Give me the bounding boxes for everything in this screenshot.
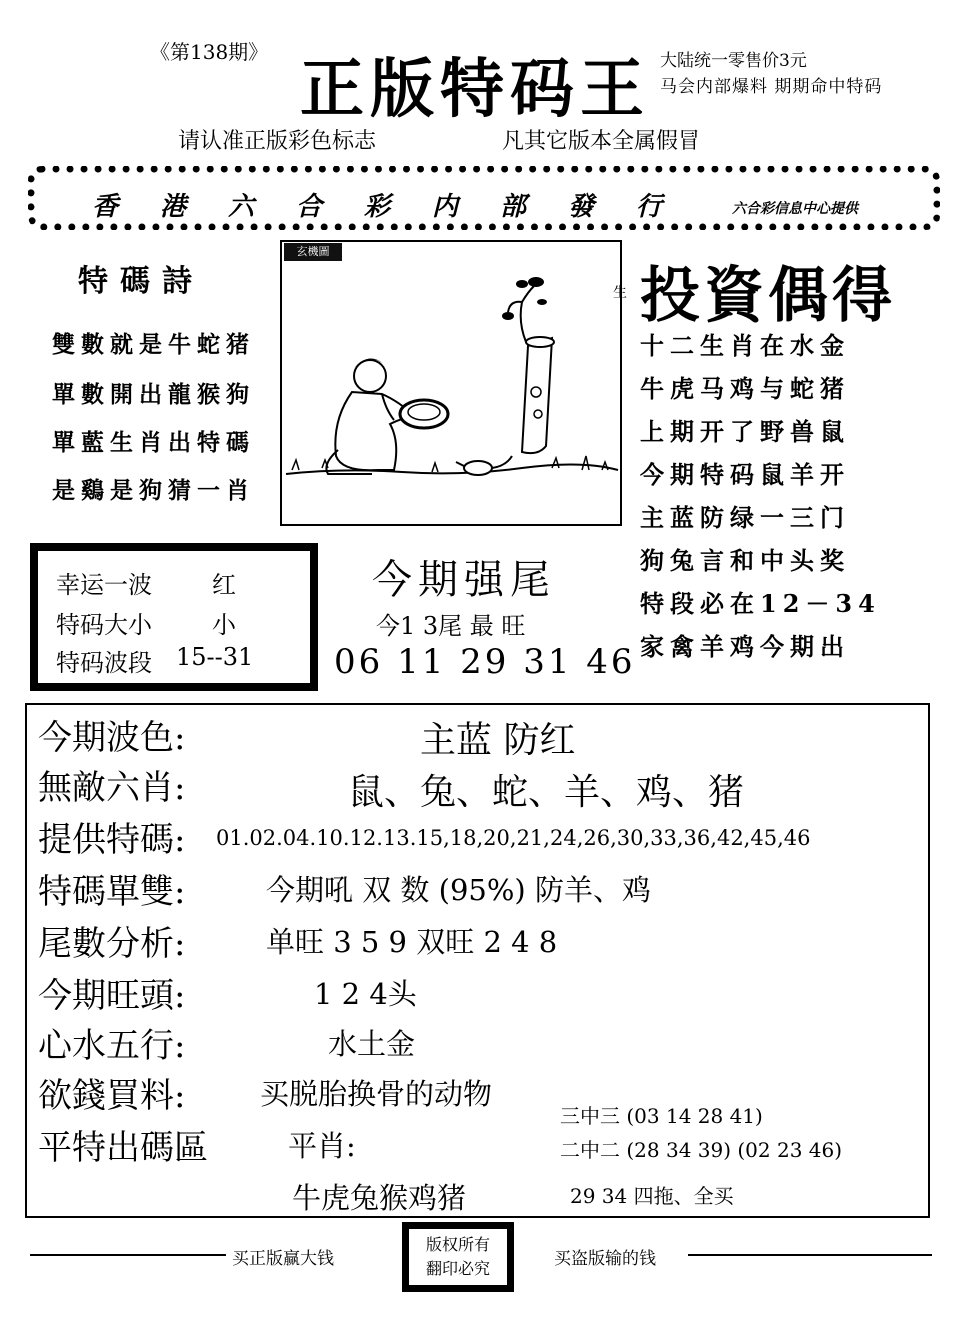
invest-line: 主蓝防绿一三门 (640, 503, 850, 532)
row-label: 心水五行: (38, 1026, 186, 1066)
footer-rule-left (30, 1254, 226, 1256)
row-label: 欲錢買料: (38, 1076, 186, 1116)
combo-pair: 29 34 四拖、全买 (570, 1184, 734, 1208)
publisher-credit: 六合彩信息中心提供 (732, 201, 858, 217)
invest-line: 特段必在12－34 (640, 589, 881, 618)
size-label: 特码大小 (56, 611, 152, 639)
range-label: 特码波段 (56, 649, 152, 677)
poem-line: 單數開出龍猴狗 (52, 381, 255, 408)
copyright-line: 翻印必究 (425, 1259, 490, 1278)
lucky-wave-value: 红 (212, 571, 236, 599)
row-label: 無敵六肖: (38, 768, 186, 808)
row-label: 提供特碼: (38, 820, 186, 860)
publisher-text: 香港六合彩内部發行 (92, 192, 705, 222)
invest-line: 牛虎马鸡与蛇猪 (640, 374, 850, 403)
tagline: 马会内部爆料 期期命中特码 (660, 77, 883, 97)
issue-number: 《第138期》 (150, 40, 269, 64)
row-label: 今期旺頭: (38, 976, 186, 1016)
row-value: 今期吼 双 数 (95%) 防羊、鸡 (266, 873, 651, 907)
strong-tail-sub: 今1 3尾 最 旺 (376, 612, 526, 640)
row-value: 01.02.04.10.12.13.15,18,20,21,24,26,30,33,36,42,45,46 (216, 826, 811, 850)
counterfeit-note: 凡其它版本全属假冒 (502, 129, 701, 154)
row-value: 主蓝 防红 (420, 720, 576, 761)
invest-line: 上期开了野兽鼠 (640, 417, 850, 446)
row-value: 鼠、兔、蛇、羊、鸡、猪 (348, 772, 745, 813)
row-value: 买脱胎换骨的动物 (260, 1077, 493, 1111)
range-value: 15--31 (176, 643, 254, 671)
invest-title: 投資偶得 (640, 261, 896, 331)
price-line: 大陆统一零售价3元 (660, 51, 807, 71)
authenticity-note: 请认准正版彩色标志 (178, 129, 377, 154)
riddle-drawing (282, 242, 620, 524)
strong-tail-numbers: 06 11 29 31 46 (334, 642, 636, 682)
poem-line: 雙數就是牛蛇猪 (52, 331, 255, 358)
invest-line: 十二生肖在水金 (640, 331, 850, 360)
size-value: 小 (212, 611, 236, 639)
row-value: 1 2 4头 (314, 977, 417, 1011)
combo-two: 二中二 (28 34 39) (02 23 46) (560, 1138, 843, 1162)
riddle-illustration (280, 240, 622, 526)
brand-title: 正版特码王 (300, 52, 650, 127)
strong-tail-title: 今期强尾 (372, 557, 556, 603)
row-value: 水土金 (328, 1027, 416, 1061)
invest-line: 狗兔言和中头奖 (640, 546, 850, 575)
lucky-wave-label: 幸运一波 (56, 571, 152, 599)
row-label: 尾數分析: (38, 924, 186, 964)
footer-left-text: 买正版赢大钱 (232, 1249, 334, 1269)
illustration-stamp: 玄機圖 (284, 243, 342, 261)
row-value: 平肖: (288, 1129, 356, 1163)
row-label: 今期波色: (38, 718, 186, 758)
poem-title: 特碼詩 (78, 264, 204, 299)
row-label: 特碼單雙: (38, 872, 186, 912)
footer-rule-right (688, 1254, 932, 1256)
copyright-line: 版权所有 (425, 1235, 490, 1254)
invest-line: 今期特码鼠羊开 (640, 460, 850, 489)
footer-right-text: 买盗版输的钱 (554, 1249, 656, 1269)
invest-line: 家禽羊鸡今期出 (640, 632, 850, 661)
copyright-box (402, 1222, 514, 1292)
poem-line: 是鷄是狗猜一肖 (52, 477, 255, 504)
row-value: 单旺 3 5 9 双旺 2 4 8 (266, 925, 558, 959)
flat-zodiac-list: 牛虎兔猴鸡猪 (292, 1181, 467, 1215)
combo-three: 三中三 (03 14 28 41) (560, 1104, 763, 1128)
poem-line: 單藍生肖出特碼 (52, 429, 255, 456)
row-label: 平特出碼區 (38, 1128, 208, 1168)
illustration-caption-right: 生 (613, 285, 627, 301)
